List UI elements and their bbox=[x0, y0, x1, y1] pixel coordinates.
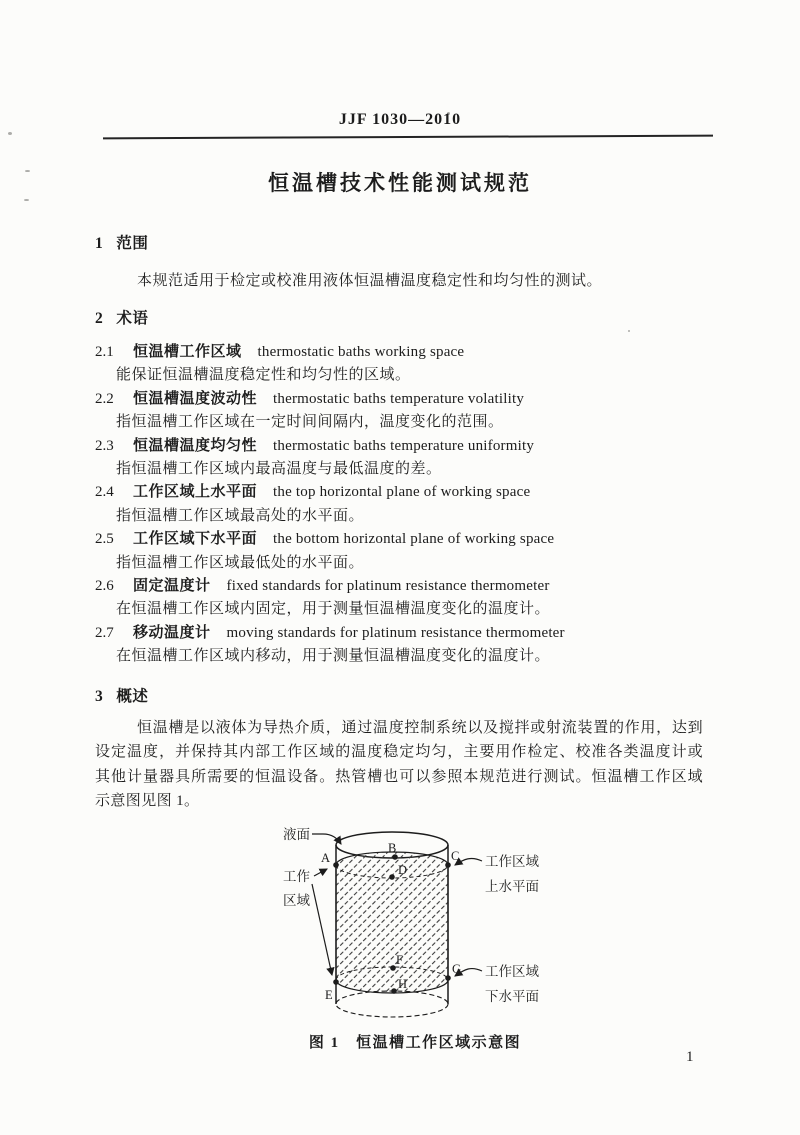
paragraph-line: 设定温度，并保持其内部工作区域的温度稳定均匀，主要用作检定、校准各类温度计或 bbox=[95, 744, 703, 761]
term-number: 2.5 bbox=[95, 531, 114, 548]
label-liquid-surface: 液面 bbox=[283, 827, 310, 842]
term-entry bbox=[95, 435, 713, 458]
point-label-c: C bbox=[451, 849, 460, 863]
term-entry bbox=[95, 341, 713, 364]
figure-working-space-diagram bbox=[255, 818, 595, 1024]
scan-artifact bbox=[8, 132, 12, 135]
term-definition: 能保证恒温槽温度稳定性和均匀性的区域。 bbox=[116, 367, 411, 384]
label-working-space-2: 区域 bbox=[283, 893, 310, 908]
section-number: 1 bbox=[95, 235, 104, 252]
term-definition: 指恒温槽工作区域最高处的水平面。 bbox=[116, 507, 365, 524]
term-zh: 恒温槽工作区域 bbox=[133, 344, 242, 360]
section-heading-terms bbox=[95, 306, 148, 328]
label-bottom-plane-1: 工作区域 bbox=[485, 964, 539, 979]
term-number: 2.6 bbox=[95, 578, 114, 595]
term-definition: 指恒温槽工作区域在一定时间间隔内，温度变化的范围。 bbox=[116, 414, 504, 431]
section-title: 范围 bbox=[116, 235, 149, 252]
section-title: 概述 bbox=[116, 688, 149, 705]
scope-paragraph: 本规范适用于检定或校准用液体恒温槽温度稳定性和均匀性的测试。 bbox=[137, 273, 603, 289]
figure-caption: 图 1 恒温槽工作区域示意图 bbox=[308, 1035, 522, 1051]
term-en: thermostatic baths temperature volatility bbox=[273, 390, 525, 407]
term-en: thermostatic baths temperature uniformity bbox=[273, 437, 535, 454]
working-space-region bbox=[336, 852, 448, 993]
term-en: moving standards for platinum resistance thermometer bbox=[226, 624, 565, 641]
label-working-space-1: 工作 bbox=[283, 869, 310, 884]
paragraph-line: 示意图见图 1。 bbox=[95, 792, 200, 809]
page-number: 1 bbox=[686, 1049, 694, 1065]
term-number: 2.7 bbox=[95, 624, 114, 641]
point-label-h: H bbox=[398, 977, 408, 991]
working-space-leader-top bbox=[314, 869, 327, 876]
term-zh: 工作区域下水平面 bbox=[133, 531, 258, 548]
term-en: fixed standards for platinum resistance thermometer bbox=[226, 578, 550, 595]
term-en: thermostatic baths working space bbox=[257, 344, 465, 360]
label-top-plane-1: 工作区域 bbox=[485, 854, 539, 869]
label-top-plane-2: 上水平面 bbox=[485, 879, 539, 894]
section-number: 2 bbox=[95, 310, 104, 327]
term-zh: 移动温度计 bbox=[133, 624, 211, 641]
term-definition: 在恒温槽工作区域内固定，用于测量恒温槽温度变化的温度计。 bbox=[116, 601, 551, 618]
term-definition: 在恒温槽工作区域内移动，用于测量恒温槽温度变化的温度计。 bbox=[116, 648, 551, 665]
term-number: 2.4 bbox=[95, 484, 114, 501]
point-label-f: F bbox=[396, 953, 403, 967]
working-space-leader-bottom bbox=[312, 884, 332, 975]
term-number: 2.1 bbox=[95, 344, 114, 360]
term-entry bbox=[95, 528, 713, 551]
label-bottom-plane-2: 下水平面 bbox=[485, 989, 539, 1004]
term-definition: 指恒温槽工作区域内最高温度与最低温度的差。 bbox=[116, 461, 442, 478]
terms-list bbox=[95, 341, 713, 669]
term-zh: 固定温度计 bbox=[133, 578, 211, 595]
term-en: the top horizontal plane of working space bbox=[273, 484, 531, 501]
point-label-g: G bbox=[452, 962, 462, 976]
point-label-a: A bbox=[321, 851, 331, 865]
term-en: the bottom horizontal plane of working space bbox=[273, 531, 555, 548]
term-number: 2.3 bbox=[95, 437, 114, 454]
cylinder-diagram bbox=[255, 818, 595, 1024]
section-heading-overview bbox=[95, 684, 148, 706]
cylinder-bottom bbox=[336, 991, 448, 1017]
document-title: 恒温槽技术性能测试规范 bbox=[268, 171, 532, 195]
term-entry bbox=[95, 481, 713, 504]
section-number: 3 bbox=[95, 688, 104, 705]
term-number: 2.2 bbox=[95, 390, 114, 407]
point-label-d: D bbox=[398, 863, 408, 877]
point-label-b: B bbox=[388, 841, 397, 855]
section-title: 术语 bbox=[116, 310, 149, 327]
paragraph-line: 其他计量器具所需要的恒温设备。热管槽也可以参照本规范进行测试。恒温槽工作区域 bbox=[95, 768, 703, 785]
scan-artifact bbox=[24, 199, 29, 201]
term-definition: 指恒温槽工作区域最低处的水平面。 bbox=[116, 554, 365, 571]
term-zh: 恒温槽温度均匀性 bbox=[133, 437, 258, 454]
term-entry bbox=[95, 388, 713, 411]
overview-paragraph bbox=[95, 716, 703, 813]
point-label-e: E bbox=[325, 988, 333, 1002]
section-heading-scope bbox=[95, 231, 148, 253]
term-entry bbox=[95, 575, 713, 598]
document-code: JJF 1030—2010 bbox=[338, 111, 462, 128]
paragraph-line: 恒温槽是以液体为导热介质，通过温度控制系统以及搅拌或射流装置的作用，达到 bbox=[137, 720, 703, 736]
term-zh: 工作区域上水平面 bbox=[133, 484, 258, 501]
term-entry bbox=[95, 622, 713, 645]
term-zh: 恒温槽温度波动性 bbox=[133, 390, 258, 407]
